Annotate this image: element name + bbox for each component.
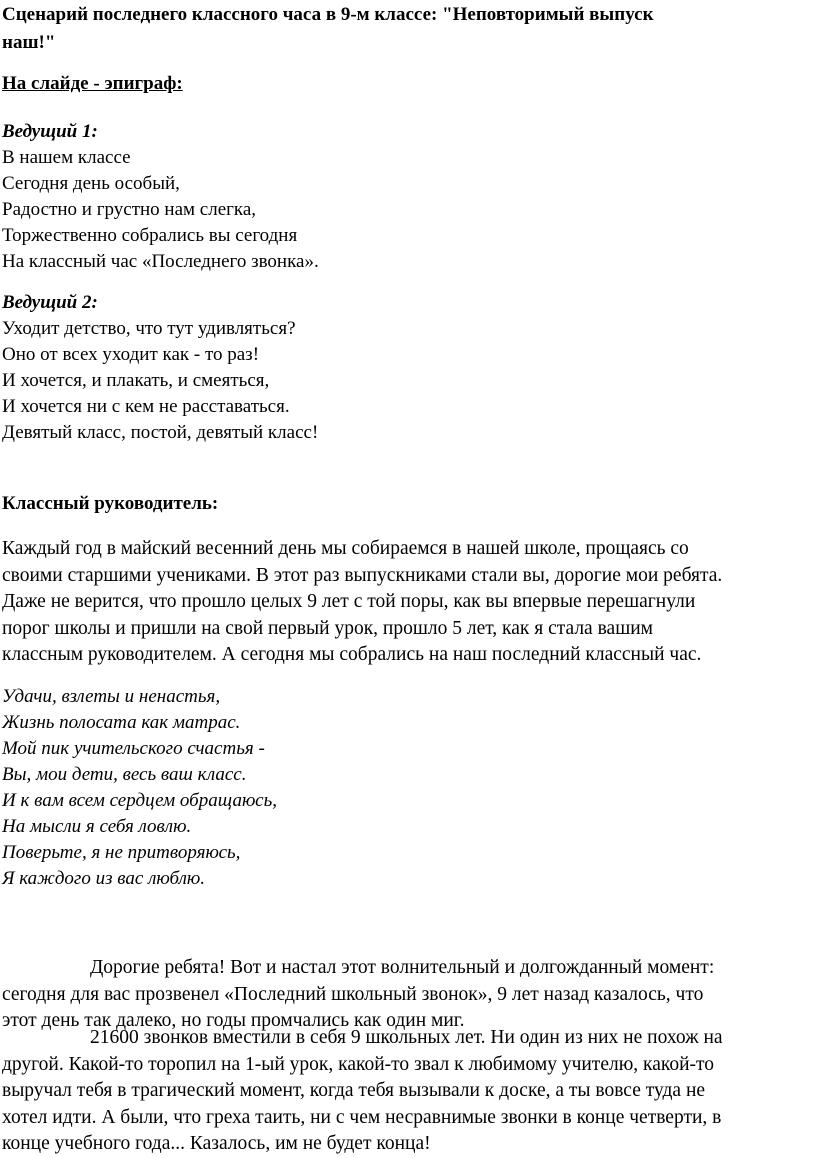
host2-section [2,290,812,446]
poem-line: И к вам всем сердцем обращаюсь, [2,790,277,811]
paragraph-line: Дорогие ребята! Вот и настал этот волнительный и долгожданный момент: [90,957,715,978]
verse-line: Оно от всех уходит как - то раз! [2,344,260,365]
poem-line: На мысли я себя ловлю. [2,816,192,837]
host2-label: Ведущий 2: [2,292,98,313]
title-line: Сценарий последнего классного часа в 9-м классе: "Неповторимый выпуск [2,4,654,25]
paragraph-line: 21600 звонков вместили в себя 9 школьных лет. Ни один из них не похож на [90,1027,723,1048]
host1-label: Ведущий 1: [2,121,98,142]
paragraph-line: хотел идти. А были, что греха таить, ни с чем несравнимые звонки в конце четверти, в [2,1106,722,1128]
verse-line: В нашем классе [2,147,131,168]
paragraph-line: конце учебного года... Казалось, им не будет конца! [2,1133,431,1154]
poem-line: Мой пик учительского счастья - [2,738,265,759]
speech-line: классным руководителем. А сегодня мы собрались на наш последний классный час. [2,644,702,665]
verse-line: Уходит детство, что тут удивляться? [2,318,296,339]
speech-line: своими старшими учениками. В этот раз выпускниками стали вы, дорогие мои ребята. [2,564,723,586]
verse-line: Сегодня день особый, [2,173,180,194]
title-line: наш!" [2,32,56,53]
epigraph-heading-text: На слайде - эпиграф: [2,73,183,94]
speech-line: Каждый год в майский весенний день мы собираемся в нашей школе, прощаясь со [2,538,689,559]
host1-section [2,119,812,275]
poem-line: Жизнь полосата как матрас. [2,712,241,733]
teacher-poem [2,684,812,892]
poem-line: Удачи, взлеты и ненастья, [2,686,221,707]
teacher-heading [2,491,812,517]
speech-line: Даже не верится, что прошло целых 9 лет с той поры, как вы впервые перешагнули [2,591,696,612]
paragraph-line: сегодня для вас прозвенел «Последний школьный звонок», 9 лет назад казалось, что [2,983,704,1005]
epigraph-heading [2,71,812,97]
teacher-speech [2,536,812,669]
paragraph-1 [2,955,812,1035]
teacher-label: Классный руководитель: [2,493,219,514]
document-title [2,1,812,57]
poem-line: Поверьте, я не притворяюсь, [2,842,241,863]
paragraph-2 [2,1025,812,1158]
paragraph-line: этот день так далеко, но годы промчались как один миг. [2,1010,465,1031]
paragraph-line: выручал тебя в трагический момент, когда тебя вызывали к доске, а ты вовсе туда не [2,1080,706,1101]
verse-line: И хочется ни с кем не расставаться. [2,396,290,417]
poem-line: Я каждого из вас люблю. [2,868,206,889]
verse-line: На классный час «Последнего звонка». [2,251,319,272]
paragraph-line: другой. Какой-то торопил на 1-ый урок, какой-то звал к любимому учителю, какой-то [2,1053,715,1075]
verse-line: Торжественно собрались вы сегодня [2,225,298,246]
verse-line: И хочется, и плакать, и смеяться, [2,370,270,391]
speech-line: порог школы и пришли на свой первый урок, прошло 5 лет, как я стала вашим [2,617,653,639]
poem-line: Вы, мои дети, весь ваш класс. [2,764,247,785]
verse-line: Девятый класс, постой, девятый класс! [2,422,319,443]
verse-line: Радостно и грустно нам слегка, [2,199,257,220]
